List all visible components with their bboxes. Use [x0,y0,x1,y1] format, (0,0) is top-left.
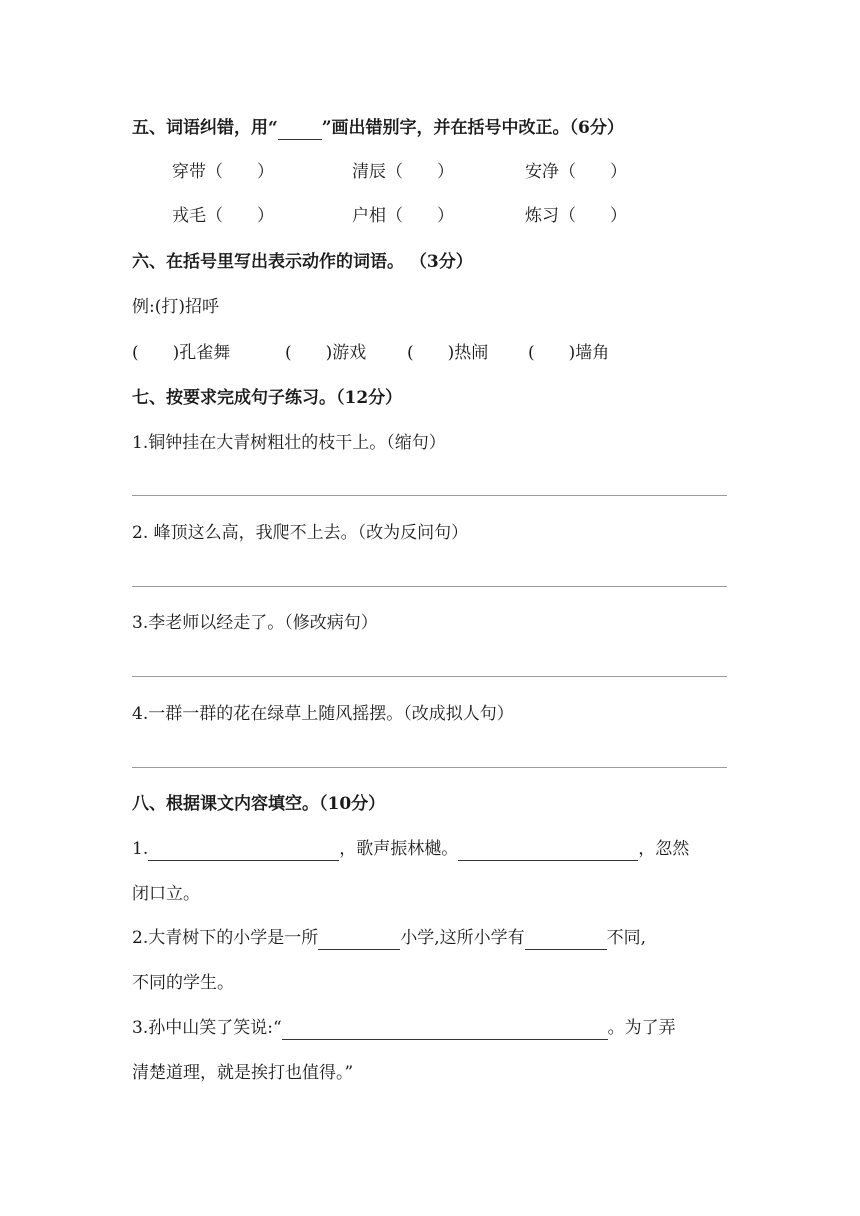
s5-item-6[interactable]: 炼习（ ） [525,206,627,226]
s7-q4-answer-line[interactable] [132,767,727,768]
section8-heading: 八、根据课文内容填空。（10分） [132,794,386,814]
s5-item-2[interactable]: 清辰（ ） [352,162,454,182]
s8-q3: 3.孙中山笑了笑说:“ 。为了弄 [132,1018,676,1038]
s5-item-3[interactable]: 安净（ ） [525,162,627,182]
s7-q1-answer-line[interactable] [132,495,727,496]
s8-q2-blank-1[interactable] [318,929,400,950]
s8-q3-blank[interactable] [282,1019,608,1040]
section5-heading: 五、词语纠错，用“ ”画出错别字，并在括号中改正。（6分） [132,118,624,138]
s7-q3-answer-line[interactable] [132,676,727,677]
s8-q1-cont: 闭口立。 [132,884,200,904]
s5-item-4[interactable]: 戎毛（ ） [172,206,274,226]
s8-q2-blank-2[interactable] [525,929,607,950]
s6-example: 例:(打)招呼 [132,297,219,317]
s5-item-1[interactable]: 穿带（ ） [172,162,274,182]
s8-q1: 1. ，歌声振林樾。 ，忽然 [132,839,690,859]
s8-q1-blank-2[interactable] [458,840,638,861]
s7-q2-answer-line[interactable] [132,586,727,587]
underline-sample [278,121,322,140]
s8-q2-cont: 不同的学生。 [132,973,234,993]
s7-q1: 1.铜钟挂在大青树粗壮的枝干上。（缩句） [132,433,446,453]
section6-heading: 六、在括号里写出表示动作的词语。 （3分） [132,252,473,272]
s6-item-4[interactable]: ( )墙角 [528,343,610,363]
s7-q2: 2. 峰顶这么高，我爬不上去。（改为反问句） [132,523,469,543]
section7-heading: 七、按要求完成句子练习。（12分） [132,388,403,408]
s6-item-1[interactable]: ( )孔雀舞 [132,343,231,363]
s6-item-3[interactable]: ( )热闹 [407,343,489,363]
s5-item-5[interactable]: 户相（ ） [352,206,454,226]
s8-q3-cont: 清楚道理，就是挨打也值得。” [132,1063,354,1083]
s8-q2: 2.大青树下的小学是一所 小学,这所小学有 不同, [132,928,647,948]
s7-q4: 4.一群一群的花在绿草上随风摇摆。（改成拟人句） [132,704,514,724]
s6-item-2[interactable]: ( )游戏 [285,343,367,363]
s7-q3: 3.李老师以经走了。（修改病句） [132,613,378,633]
s8-q1-blank-1[interactable] [148,840,339,861]
